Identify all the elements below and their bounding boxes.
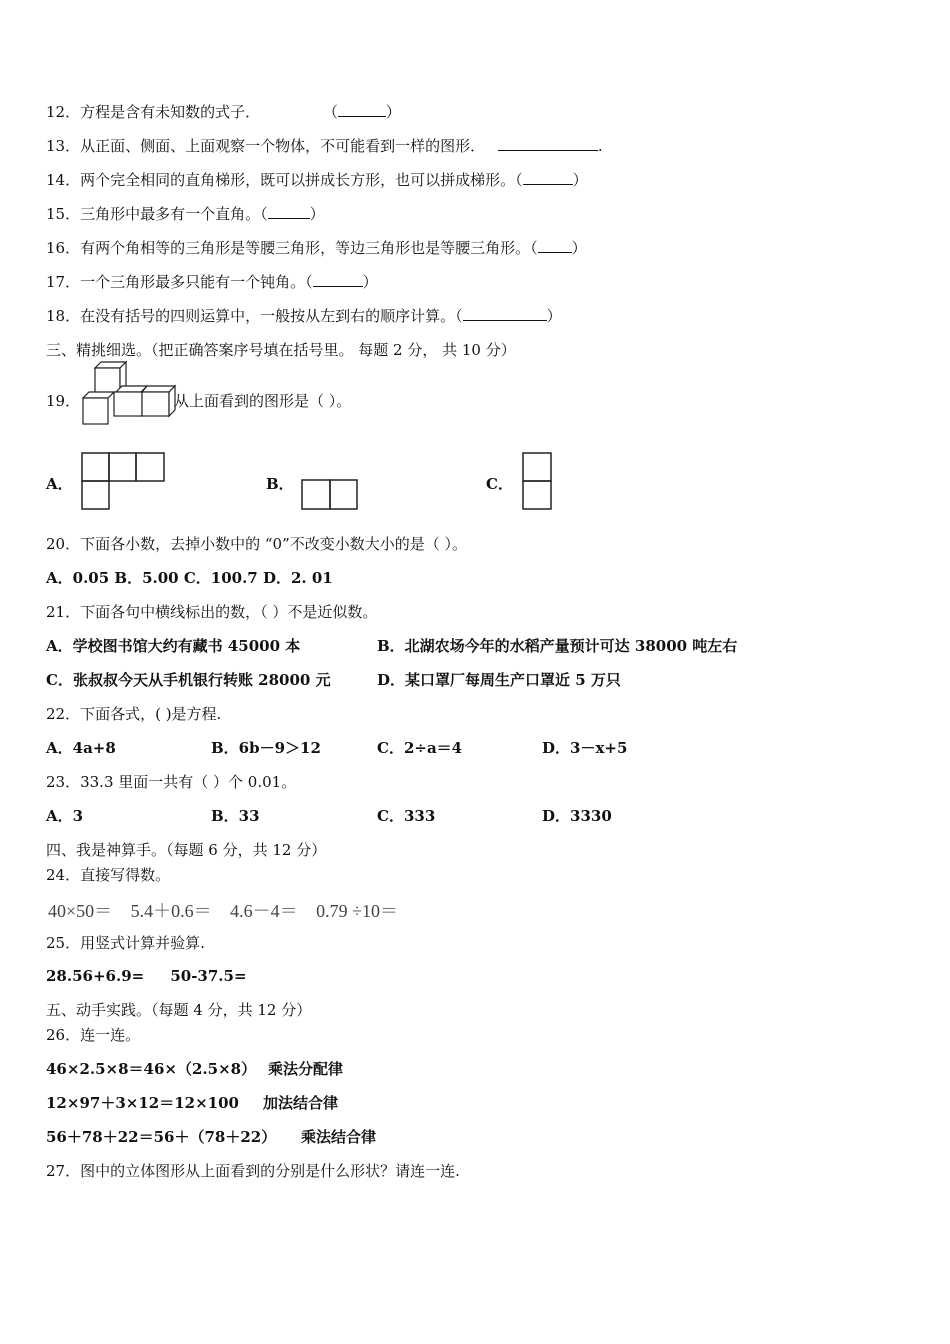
question-26: 26．连一连。	[46, 1026, 141, 1044]
q23-option-b[interactable]: B．33	[211, 807, 260, 825]
section-5-heading: 五、动手实践。（每题 4 分，共 12 分）	[46, 1001, 312, 1019]
q24-expressions	[48, 897, 412, 923]
q23-option-c[interactable]: C．333	[377, 807, 436, 825]
q19-option-b-figure	[300, 478, 360, 512]
answer-blank[interactable]	[498, 136, 598, 151]
question-15-text: 15．三角形中最多有一个直角。（	[46, 205, 268, 223]
section-3-heading: 三、精挑细选。（把正确答案序号填在括号里。 每题 2 分， 共 10 分）	[46, 341, 516, 359]
q26-right-2[interactable]: 加法结合律	[263, 1094, 339, 1112]
answer-blank[interactable]	[463, 306, 547, 321]
q25-expressions: 28.56+6.9= 50-37.5=	[46, 967, 247, 985]
q21-option-d[interactable]: D．某口罩厂每周生产口罩近 5 万只	[377, 671, 621, 689]
q20-options[interactable]: A．0.05 B．5.00 C．100.7 D．2. 01	[46, 569, 333, 587]
question-19-text: 从上面看到的图形是（ ）。	[174, 392, 352, 410]
answer-blank[interactable]	[338, 102, 386, 117]
paren-close: ）	[572, 171, 588, 189]
q19-option-c[interactable]: C．	[486, 475, 513, 493]
q23-option-a[interactable]: A．3	[46, 807, 84, 825]
question-27: 27．图中的立体图形从上面看到的分别是什么形状？请连一连.	[46, 1162, 460, 1180]
q24-item: 5.4＋0.6＝	[130, 901, 212, 921]
question-13-text: 13．从正面、侧面、上面观察一个物体，不可能看到一样的图形．	[46, 137, 486, 155]
q24-item: 40×50＝	[48, 901, 113, 921]
question-14	[46, 170, 588, 190]
question-12-text: 12．方程是含有未知数的式子．	[46, 103, 261, 121]
paren-close: ）	[385, 103, 401, 121]
q24-item: 4.6－4＝	[230, 901, 298, 921]
q24-item: 0.79 ÷10＝	[316, 901, 399, 921]
paren-close: ）	[362, 273, 378, 291]
question-13: 13．从正面、侧面、上面观察一个物体，不可能看到一样的图形． .	[46, 137, 603, 155]
q19-option-a-figure	[80, 451, 166, 511]
q19-option-b[interactable]: B．	[266, 475, 294, 493]
q26-left-3[interactable]: 56＋78＋22＝56＋（78＋22）	[46, 1128, 277, 1146]
question-15	[46, 204, 325, 224]
question-20: 20．下面各小数，去掉小数中的 “0”不改变小数大小的是（ ）。	[46, 535, 468, 553]
q26-right-3[interactable]: 乘法结合律	[301, 1128, 377, 1146]
question-17	[46, 272, 378, 292]
question-21: 21．下面各句中横线标出的数，（ ）不是近似数。	[46, 603, 378, 621]
question-23: 23．33.3 里面一共有（ ）个 0.01。	[46, 773, 297, 791]
question-16	[46, 238, 587, 258]
paren-close: ）	[309, 205, 325, 223]
q26-left-2[interactable]: 12×97＋3×12＝12×100	[46, 1094, 239, 1112]
answer-blank[interactable]	[523, 170, 573, 185]
question-25: 25．用竖式计算并验算.	[46, 934, 205, 952]
q23-option-d[interactable]: D．3330	[542, 807, 612, 825]
q21-option-a[interactable]: A．学校图书馆大约有藏书 45000 本	[46, 637, 301, 655]
paren-close: ）	[571, 239, 587, 257]
answer-blank[interactable]	[538, 238, 572, 253]
question-14-text: 14．两个完全相同的直角梯形，既可以拼成长方形，也可以拼成梯形。（	[46, 171, 523, 189]
question-18-text: 18．在没有括号的四则运算中，一般按从左到右的顺序计算。（	[46, 307, 463, 325]
answer-blank[interactable]	[268, 204, 310, 219]
q21-option-b[interactable]: B．北湖农场今年的水稻产量预计可达 38000 吨左右	[377, 637, 738, 655]
question-12	[46, 102, 401, 122]
question-17-text: 17．一个三角形最多只能有一个钝角。（	[46, 273, 313, 291]
answer-blank[interactable]	[313, 272, 363, 287]
q19-option-c-figure	[521, 451, 555, 511]
question-19-number: 19．	[46, 392, 81, 410]
paren-close: ）	[546, 307, 562, 325]
paren-open: （	[322, 103, 338, 121]
q19-option-a[interactable]: A．	[46, 475, 73, 493]
question-24: 24．直接写得数。	[46, 866, 171, 884]
section-4-heading: 四、我是神算手。（每题 6 分，共 12 分）	[46, 841, 327, 859]
question-16-text: 16．有两个角相等的三角形是等腰三角形，等边三角形也是等腰三角形。（	[46, 239, 538, 257]
q21-option-c[interactable]: C．张叔叔今天从手机银行转账 28000 元	[46, 671, 331, 689]
q22-option-d[interactable]: D．3－x+5	[542, 739, 628, 757]
question-18	[46, 306, 562, 326]
q22-option-b[interactable]: B．6b－9＞12	[211, 739, 321, 757]
q22-option-a[interactable]: A．4a+8	[46, 739, 116, 757]
q26-left-1[interactable]: 46×2.5×8＝46×（2.5×8）	[46, 1060, 257, 1078]
cube-stack-figure	[80, 360, 175, 430]
question-22: 22．下面各式，( )是方程.	[46, 705, 222, 723]
q22-option-c[interactable]: C．2÷a＝4	[377, 739, 463, 757]
q26-right-1[interactable]: 乘法分配律	[268, 1060, 344, 1078]
